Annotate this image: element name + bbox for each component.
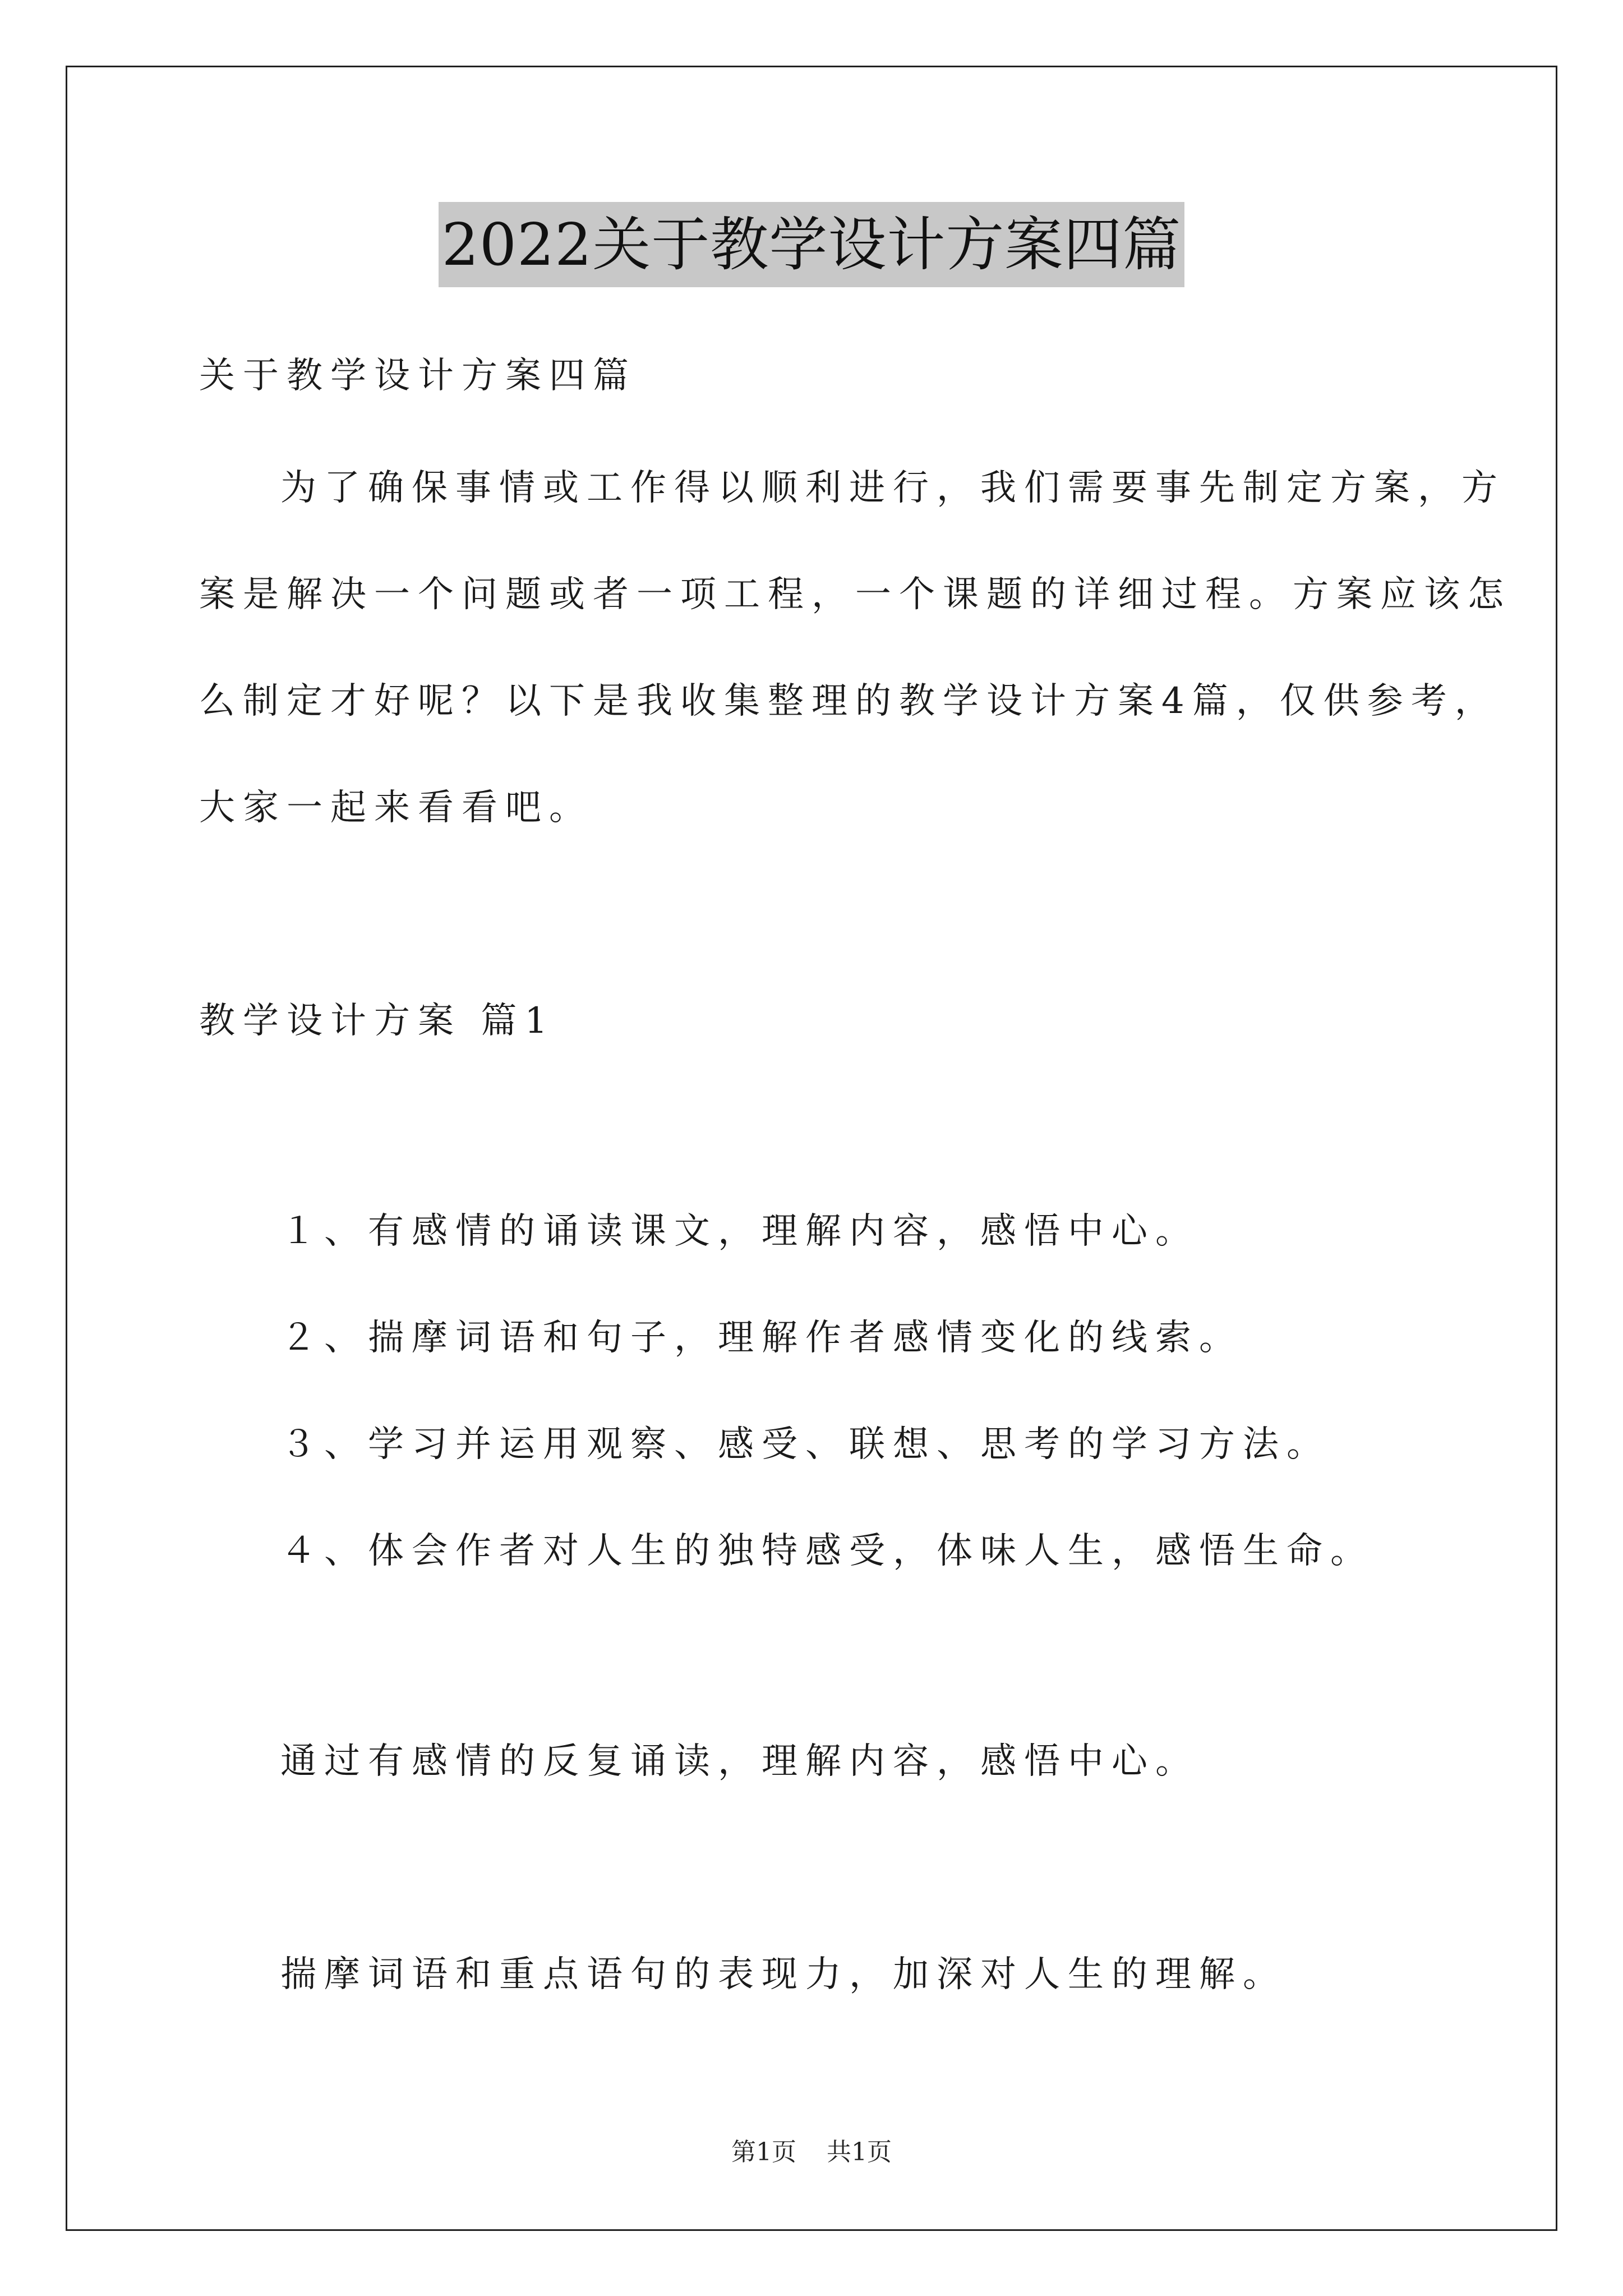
objective-4: ４、体会作者对人生的独特感受，体味人生，感悟生命。 bbox=[280, 1530, 1374, 1572]
section-heading: 教学设计方案 篇1 bbox=[199, 1000, 556, 1042]
intro-line-1: 为了确保事情或工作得以顺利进行，我们需要事先制定方案，方 bbox=[280, 467, 1505, 509]
difficulty-line: 揣摩词语和重点语句的表现力，加深对人生的理解。 bbox=[280, 1954, 1287, 1995]
objective-1: １、有感情的诵读课文，理解内容，感悟中心。 bbox=[280, 1211, 1199, 1252]
page-number-current: 第1页 bbox=[731, 2138, 796, 2166]
document-subtitle: 关于教学设计方案四篇 bbox=[199, 355, 637, 397]
page-footer bbox=[0, 2132, 1623, 2168]
focus-line: 通过有感情的反复诵读，理解内容，感悟中心。 bbox=[280, 1741, 1199, 1782]
page-number-total: 共1页 bbox=[827, 2138, 892, 2166]
objective-2: ２、揣摩词语和句子，理解作者感情变化的线索。 bbox=[280, 1317, 1243, 1359]
title-container bbox=[0, 202, 1623, 287]
objective-3: ３、学习并运用观察、感受、联想、思考的学习方法。 bbox=[280, 1424, 1330, 1465]
intro-line-2: 案是解决一个问题或者一项工程，一个课题的详细过程。方案应该怎 bbox=[199, 574, 1511, 615]
intro-line-4: 大家一起来看看吧。 bbox=[199, 787, 593, 829]
intro-line-3: 么制定才好呢？以下是我收集整理的教学设计方案4篇，仅供参考， bbox=[199, 680, 1498, 722]
document-title: 2022关于教学设计方案四篇 bbox=[439, 202, 1185, 287]
